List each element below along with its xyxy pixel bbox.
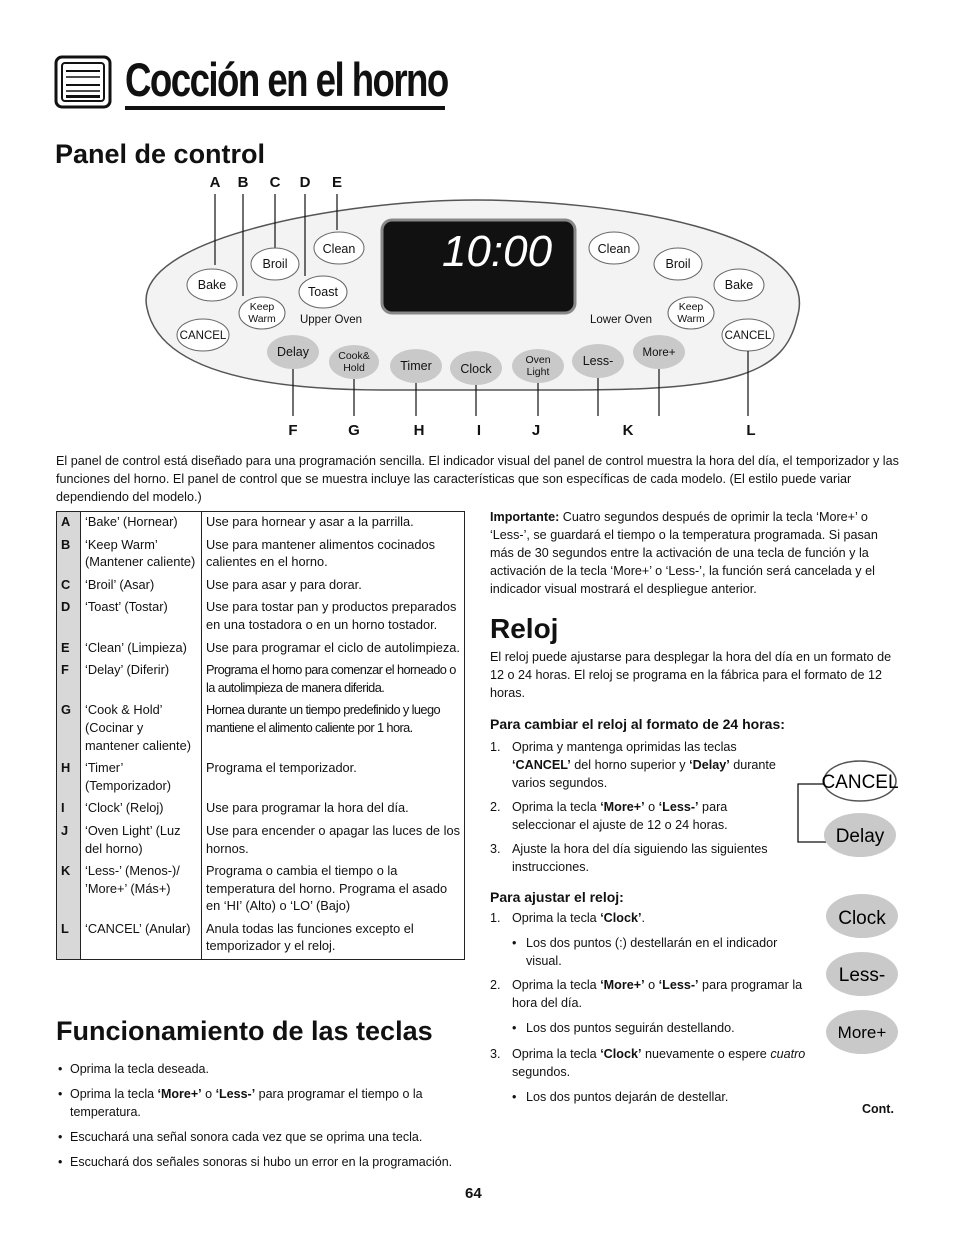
letter-k: K bbox=[622, 422, 634, 439]
steps-ajustar: 1. Oprima la tecla ‘Clock’. • Los dos puntos (:) destellarán en el indicador visual. 2. Oprima la tecla ‘More+’ o ‘Less-’ para programar la hora del día. • Los dos puntos seguirán destellando. 3. Oprima la tecla ‘Clock’ nuevamente o espere cuatro segundos. • Los dos puntos dejarán de destellar. bbox=[490, 909, 815, 1106]
svg-text:Keep: Keep bbox=[678, 301, 704, 313]
svg-text:Light: Light bbox=[526, 366, 550, 378]
table-row: C ‘Broil’ (Asar) Use para asar y para dorar. bbox=[57, 575, 465, 598]
reloj-subheading-ajustar: Para ajustar el reloj: bbox=[490, 889, 624, 905]
funcionamiento-heading: Funcionamiento de las teclas bbox=[56, 1016, 433, 1046]
svg-text:Cook&: Cook& bbox=[338, 350, 370, 362]
letter-c: C bbox=[269, 174, 281, 191]
panel-heading: Panel de control bbox=[55, 139, 266, 169]
svg-text:Bake: Bake bbox=[724, 278, 754, 292]
continued-label: Cont. bbox=[862, 1102, 894, 1116]
svg-text:CANCEL: CANCEL bbox=[724, 330, 772, 342]
display-time: 10:00 bbox=[441, 227, 553, 276]
letter-j: J bbox=[531, 422, 541, 439]
reloj-subheading-24h: Para cambiar el reloj al formato de 24 horas: bbox=[490, 716, 785, 732]
svg-text:Hold: Hold bbox=[343, 362, 365, 374]
side-less-label: Less- bbox=[838, 965, 886, 986]
oven-icon bbox=[54, 55, 112, 109]
list-item: • Escuchará dos señales sonoras si hubo un error en la programación. bbox=[56, 1153, 461, 1171]
letter-a: A bbox=[209, 174, 221, 191]
side-more-label: More+ bbox=[837, 1023, 887, 1042]
side-delay-label: Delay bbox=[835, 826, 885, 847]
svg-text:Toast: Toast bbox=[308, 285, 338, 299]
svg-text:Warm: Warm bbox=[248, 313, 276, 325]
svg-text:Clock: Clock bbox=[460, 362, 492, 376]
svg-text:Clean: Clean bbox=[322, 242, 356, 256]
letter-f: F bbox=[288, 422, 298, 439]
letter-e: E bbox=[331, 174, 343, 191]
table-row: J ‘Oven Light’ (Luz del horno) Use para encender o apagar las luces de los hornos. bbox=[57, 821, 465, 861]
intro-paragraph: El panel de control está diseñado para una programación sencilla. El indicador visual del panel de control muestra la hora del día, el temporizador y las funciones del horno. El panel de control que se muestra incluye las características que son específicas de cada modelo. (El estilo puede variar dependiendo del modelo.) bbox=[56, 454, 899, 504]
table-row: G ‘Cook & Hold’ (Cocinar y mantener caliente) Hornea durante un tiempo predefinido y luego mantiene el alimento caliente por 1 hora. bbox=[57, 700, 465, 758]
svg-text:Upper Oven: Upper Oven bbox=[299, 314, 363, 326]
table-row: D ‘Toast’ (Tostar) Use para tostar pan y productos preparados en una tostadora o en un horno tostador. bbox=[57, 597, 465, 637]
svg-text:Lower Oven: Lower Oven bbox=[589, 314, 653, 326]
side-button-illustrations bbox=[790, 758, 910, 1058]
table-row: F ‘Delay’ (Diferir) Programa el horno para comenzar el horneado o la autolimpieza de manera diferida. bbox=[57, 660, 465, 700]
table-row: E ‘Clean’ (Limpieza) Use para programar el ciclo de autolimpieza. bbox=[57, 638, 465, 661]
side-cancel-label: CANCEL bbox=[821, 772, 899, 793]
list-item: • Oprima la tecla ‘More+’ o ‘Less-’ para programar el tiempo o la temperatura. bbox=[56, 1085, 461, 1121]
table-row: K ‘Less-’ (Menos-)/ ’More+’ (Más+) Programa o cambia el tiempo o la temperatura del horno. Programa el asado en ‘HI’ (Alto) o ‘LO’ (Bajo) bbox=[57, 861, 465, 919]
list-item: • Escuchará una señal sonora cada vez que se oprima una tecla. bbox=[56, 1128, 461, 1146]
letter-i: I bbox=[476, 422, 482, 439]
reloj-heading: Reloj bbox=[490, 613, 559, 644]
table-row: B ‘Keep Warm’ (Mantener caliente) Use para mantener alimentos cocinados calientes en el horno. bbox=[57, 535, 465, 575]
svg-text:More+: More+ bbox=[642, 347, 676, 359]
svg-text:Broil: Broil bbox=[665, 257, 691, 271]
letter-h: H bbox=[413, 422, 425, 439]
table-row: I ‘Clock’ (Reloj) Use para programar la hora del día. bbox=[57, 798, 465, 821]
letter-b: B bbox=[237, 174, 249, 191]
letter-l: L bbox=[746, 422, 756, 439]
reloj-intro: El reloj puede ajustarse para desplegar la hora del día en un formato de 12 o 24 horas. El reloj se programa en la fábrica para el formato de 12 horas. bbox=[490, 650, 892, 700]
page-title: Cocción en el horno bbox=[125, 53, 448, 106]
funcionamiento-list bbox=[56, 1060, 461, 1178]
title-rule bbox=[125, 106, 445, 110]
table-row: L ‘CANCEL’ (Anular) Anula todas las funciones excepto el temporizador y el reloj. bbox=[57, 919, 465, 960]
importante-note: Importante: Cuatro segundos después de oprimir la tecla ‘More+’ o ‘Less-’, se guardará el tiempo o la temperatura programada. Si pasan más de 30 segundos entre la activación de una tecla de función y la activación de la tecla ‘More+’ o ‘Less-’, la función será cancelada y el indicador visual mostrará el despliegue anterior. bbox=[490, 510, 878, 596]
upper-bake-label: Bake bbox=[197, 278, 227, 292]
list-item: • Oprima la tecla deseada. bbox=[56, 1060, 461, 1078]
svg-text:Less-: Less- bbox=[582, 354, 614, 368]
letter-g: G bbox=[348, 422, 360, 439]
svg-text:CANCEL: CANCEL bbox=[179, 330, 227, 342]
feature-table bbox=[56, 511, 465, 960]
svg-text:Delay: Delay bbox=[277, 345, 309, 359]
svg-text:Clean: Clean bbox=[597, 242, 631, 256]
svg-text:Broil: Broil bbox=[262, 257, 288, 271]
svg-text:Timer: Timer bbox=[400, 359, 432, 373]
svg-text:Warm: Warm bbox=[677, 313, 705, 325]
svg-text:Keep: Keep bbox=[249, 301, 275, 313]
page-number: 64 bbox=[465, 1185, 482, 1202]
svg-text:Oven: Oven bbox=[525, 354, 551, 366]
steps-24h: 1. Oprima y mantenga oprimidas las teclas ‘CANCEL’ del horno superior y ‘Delay’ durante varios segundos. 2. Oprima la tecla ‘More+’ o ‘Less-’ para seleccionar el ajuste de 12 o 24 horas. 3. Ajuste la hora del día siguiendo las siguientes instrucciones. bbox=[490, 740, 776, 874]
side-clock-label: Clock bbox=[838, 908, 886, 929]
table-row: A ‘Bake’ (Hornear) Use para hornear y asar a la parrilla. bbox=[57, 512, 465, 535]
table-row: H ‘Timer’ (Temporizador) Programa el temporizador. bbox=[57, 758, 465, 798]
letter-d: D bbox=[299, 174, 311, 191]
control-panel-diagram bbox=[135, 168, 815, 440]
